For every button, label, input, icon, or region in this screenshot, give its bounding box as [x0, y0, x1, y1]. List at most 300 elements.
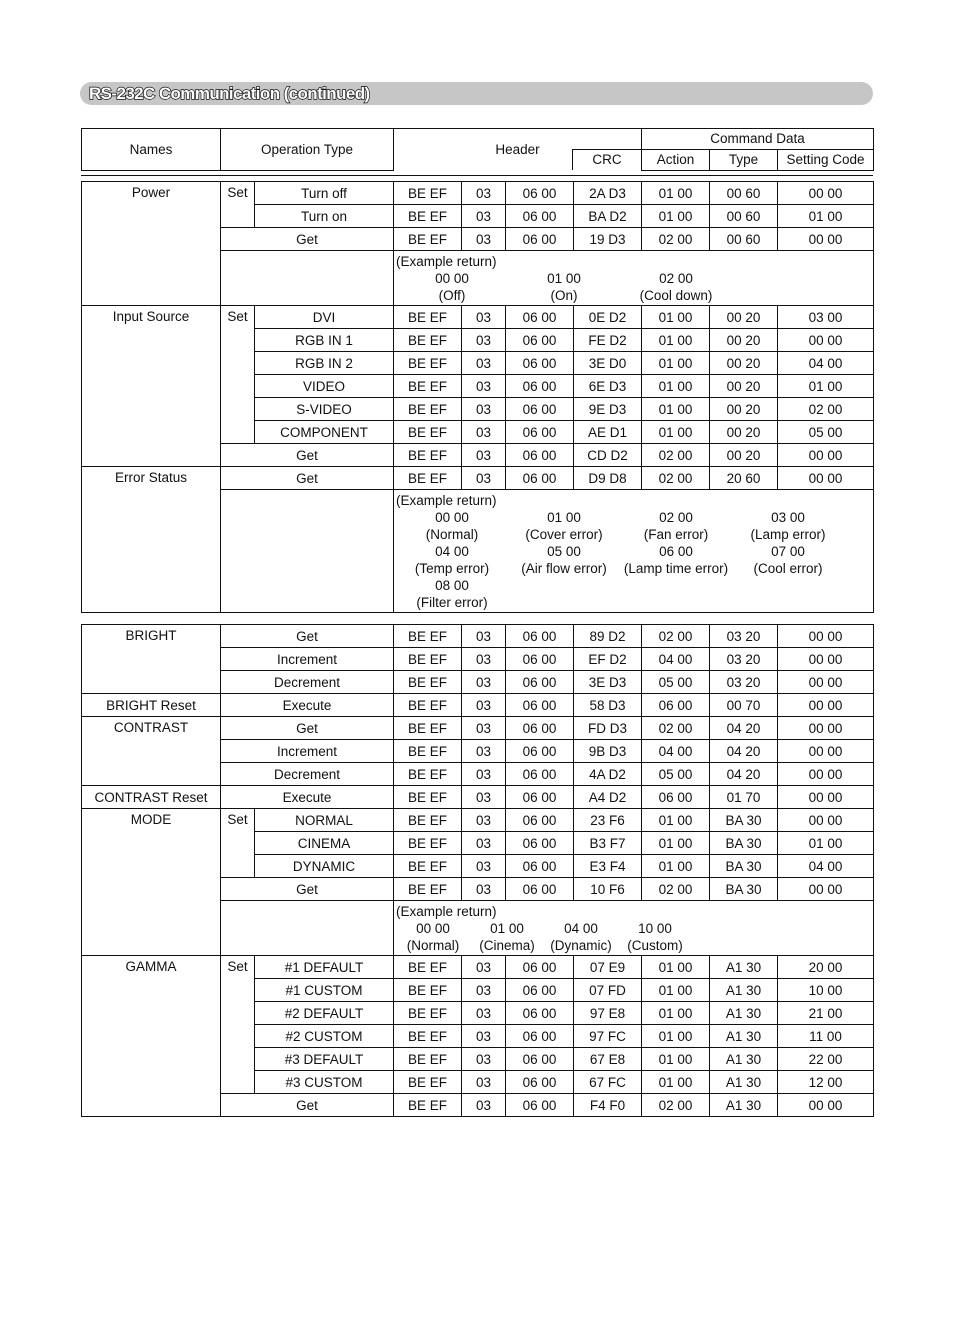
example-value	[508, 509, 620, 543]
header-byte-1: BE EF	[394, 182, 462, 205]
header-byte-1: BE EF	[394, 786, 462, 809]
setting-code-cell: 00 00	[778, 671, 874, 694]
setting-code-cell: 00 00	[778, 648, 874, 671]
type-cell: 00 20	[710, 375, 778, 398]
crc-cell: 19 D3	[574, 228, 642, 251]
header-byte-2: 03	[462, 467, 506, 490]
action-cell: 01 00	[642, 832, 710, 855]
operation-cell: #3 CUSTOM	[255, 1071, 394, 1094]
col-header-names: Names	[82, 129, 221, 171]
setting-code-cell: 02 00	[778, 398, 874, 421]
operation-cell: #1 DEFAULT	[255, 956, 394, 979]
operation-cell: #2 CUSTOM	[255, 1025, 394, 1048]
setting-code-cell: 01 00	[778, 375, 874, 398]
type-cell: 01 70	[710, 786, 778, 809]
example-value	[732, 543, 844, 577]
setting-code-cell: 00 00	[778, 740, 874, 763]
crc-cell: FE D2	[574, 329, 642, 352]
setting-code-cell: 10 00	[778, 979, 874, 1002]
header-byte-2: 03	[462, 1025, 506, 1048]
header-byte-1: BE EF	[394, 956, 462, 979]
example-value	[618, 920, 692, 954]
setting-code-cell: 00 00	[778, 809, 874, 832]
example-code: 10 00	[638, 921, 672, 936]
example-value	[620, 270, 732, 304]
header-byte-1: BE EF	[394, 1071, 462, 1094]
header-byte-2: 03	[462, 205, 506, 228]
setting-code-cell: 01 00	[778, 832, 874, 855]
row-name-contrast: CONTRAST	[82, 717, 221, 786]
setting-code-cell: 00 00	[778, 763, 874, 786]
crc-cell: CD D2	[574, 444, 642, 467]
header-byte-3: 06 00	[506, 740, 574, 763]
example-code: 00 00	[435, 271, 469, 286]
action-cell: 04 00	[642, 648, 710, 671]
type-cell: BA 30	[710, 809, 778, 832]
action-cell: 06 00	[642, 694, 710, 717]
header-byte-3: 06 00	[506, 832, 574, 855]
setting-code-cell: 22 00	[778, 1048, 874, 1071]
example-code: 04 00	[564, 921, 598, 936]
operation-cell-empty	[221, 251, 394, 306]
crc-cell: 6E D3	[574, 375, 642, 398]
header-byte-3: 06 00	[506, 398, 574, 421]
action-cell: 01 00	[642, 809, 710, 832]
header-byte-2: 03	[462, 625, 506, 648]
header-byte-2: 03	[462, 648, 506, 671]
row-name-power: Power	[82, 182, 221, 306]
example-code: 05 00	[547, 544, 581, 559]
example-return	[394, 251, 874, 306]
example-label: (Normal)	[406, 938, 460, 953]
operation-cell: Execute	[221, 786, 394, 809]
action-cell: 01 00	[642, 421, 710, 444]
col-header-header: Header	[394, 129, 642, 171]
header-byte-1: BE EF	[394, 878, 462, 901]
setting-code-cell: 00 00	[778, 444, 874, 467]
crc-cell: 07 E9	[574, 956, 642, 979]
header-byte-2: 03	[462, 979, 506, 1002]
header-byte-2: 03	[462, 1048, 506, 1071]
type-cell: 00 20	[710, 306, 778, 329]
crc-cell: B3 F7	[574, 832, 642, 855]
type-cell: 20 60	[710, 467, 778, 490]
type-cell: 00 20	[710, 421, 778, 444]
operation-cell: DYNAMIC	[255, 855, 394, 878]
operation-cell-empty	[221, 490, 394, 613]
operation-cell: Execute	[221, 694, 394, 717]
example-code: 08 00	[435, 578, 469, 593]
table-row	[82, 467, 874, 490]
header-byte-2: 03	[462, 375, 506, 398]
setting-code-cell: 00 00	[778, 878, 874, 901]
crc-cell: 0E D2	[574, 306, 642, 329]
type-cell: 03 20	[710, 648, 778, 671]
header-byte-1: BE EF	[394, 979, 462, 1002]
example-label: (Air flow error)	[521, 561, 607, 576]
header-byte-2: 03	[462, 352, 506, 375]
table-row	[82, 956, 874, 979]
operation-cell: Get	[221, 467, 394, 490]
double-rule	[81, 175, 873, 176]
header-byte-2: 03	[462, 832, 506, 855]
type-cell: 00 60	[710, 205, 778, 228]
action-cell: 02 00	[642, 717, 710, 740]
header-byte-2: 03	[462, 444, 506, 467]
header-byte-3: 06 00	[506, 1048, 574, 1071]
example-value	[508, 270, 620, 304]
operation-cell: VIDEO	[255, 375, 394, 398]
type-cell: A1 30	[710, 1071, 778, 1094]
header-byte-3: 06 00	[506, 329, 574, 352]
operation-cell-empty	[221, 901, 394, 956]
action-cell: 01 00	[642, 205, 710, 228]
operation-cell: RGB IN 2	[255, 352, 394, 375]
type-cell: BA 30	[710, 855, 778, 878]
example-code: 01 00	[547, 510, 581, 525]
setting-code-cell: 05 00	[778, 421, 874, 444]
action-cell: 01 00	[642, 182, 710, 205]
header-byte-1: BE EF	[394, 1002, 462, 1025]
action-cell: 02 00	[642, 1094, 710, 1117]
header-byte-2: 03	[462, 1094, 506, 1117]
header-byte-2: 03	[462, 878, 506, 901]
example-label: (Dynamic)	[550, 938, 612, 953]
example-label: (Temp error)	[414, 561, 490, 576]
type-cell: 03 20	[710, 671, 778, 694]
example-return	[394, 490, 874, 613]
action-cell: 01 00	[642, 1071, 710, 1094]
example-label: (Off)	[438, 288, 466, 303]
type-cell: 00 20	[710, 352, 778, 375]
action-cell: 05 00	[642, 671, 710, 694]
type-cell: 00 70	[710, 694, 778, 717]
section-title-bar	[80, 82, 873, 105]
operation-cell: #1 CUSTOM	[255, 979, 394, 1002]
header-byte-3: 06 00	[506, 717, 574, 740]
type-cell: A1 30	[710, 1025, 778, 1048]
example-return-label: (Example return)	[396, 904, 497, 919]
setting-code-cell: 00 00	[778, 1094, 874, 1117]
setting-code-cell: 03 00	[778, 306, 874, 329]
header-byte-3: 06 00	[506, 979, 574, 1002]
action-cell: 04 00	[642, 740, 710, 763]
header-byte-2: 03	[462, 1071, 506, 1094]
header-byte-3: 06 00	[506, 956, 574, 979]
type-cell: 00 20	[710, 444, 778, 467]
crc-cell: F4 F0	[574, 1094, 642, 1117]
header-byte-2: 03	[462, 956, 506, 979]
row-name-error-status: Error Status	[82, 467, 221, 613]
type-cell: A1 30	[710, 1094, 778, 1117]
crc-cell: 2A D3	[574, 182, 642, 205]
setting-code-cell: 20 00	[778, 956, 874, 979]
col-header-type: Type	[710, 150, 778, 171]
example-label: (On)	[550, 288, 578, 303]
setting-code-cell: 01 00	[778, 205, 874, 228]
crc-cell: 97 FC	[574, 1025, 642, 1048]
table-row	[82, 786, 874, 809]
action-cell: 01 00	[642, 375, 710, 398]
row-name-gamma: GAMMA	[82, 956, 221, 1117]
action-cell: 02 00	[642, 228, 710, 251]
setting-code-cell: 00 00	[778, 182, 874, 205]
example-label: (Filter error)	[416, 595, 488, 610]
example-code: 02 00	[659, 271, 693, 286]
table-row	[82, 717, 874, 740]
type-cell: 00 20	[710, 329, 778, 352]
header-byte-2: 03	[462, 717, 506, 740]
header-byte-3: 06 00	[506, 205, 574, 228]
operation-cell: NORMAL	[255, 809, 394, 832]
header-byte-1: BE EF	[394, 1094, 462, 1117]
header-byte-3: 06 00	[506, 855, 574, 878]
operation-cell: Turn on	[255, 205, 394, 228]
type-cell: 04 20	[710, 740, 778, 763]
operation-cell: Turn off	[255, 182, 394, 205]
example-code: 07 00	[771, 544, 805, 559]
table-row	[82, 182, 874, 205]
operation-cell: Get	[221, 1094, 394, 1117]
type-cell: A1 30	[710, 956, 778, 979]
example-code: 02 00	[659, 510, 693, 525]
header-byte-3: 06 00	[506, 467, 574, 490]
header-byte-1: BE EF	[394, 625, 462, 648]
row-name-bright: BRIGHT	[82, 625, 221, 694]
crc-cell: 23 F6	[574, 809, 642, 832]
header-byte-1: BE EF	[394, 763, 462, 786]
header-byte-3: 06 00	[506, 763, 574, 786]
header-byte-3: 06 00	[506, 878, 574, 901]
header-byte-2: 03	[462, 855, 506, 878]
header-byte-2: 03	[462, 763, 506, 786]
header-byte-1: BE EF	[394, 444, 462, 467]
setting-code-cell: 00 00	[778, 694, 874, 717]
header-byte-1: BE EF	[394, 740, 462, 763]
action-cell: 01 00	[642, 979, 710, 1002]
set-label: Set	[221, 956, 255, 1094]
header-byte-3: 06 00	[506, 809, 574, 832]
header-byte-3: 06 00	[506, 786, 574, 809]
type-cell: 04 20	[710, 717, 778, 740]
header-byte-3: 06 00	[506, 671, 574, 694]
header-byte-3: 06 00	[506, 1025, 574, 1048]
header-byte-1: BE EF	[394, 1048, 462, 1071]
header-byte-3: 06 00	[506, 375, 574, 398]
header-byte-1: BE EF	[394, 809, 462, 832]
example-code: 01 00	[490, 921, 524, 936]
setting-code-cell: 00 00	[778, 786, 874, 809]
crc-cell: AE D1	[574, 421, 642, 444]
operation-cell: #2 DEFAULT	[255, 1002, 394, 1025]
table-row	[82, 625, 874, 648]
example-label: (Custom)	[627, 938, 683, 953]
crc-cell: D9 D8	[574, 467, 642, 490]
operation-cell: Decrement	[221, 763, 394, 786]
crc-cell: E3 F4	[574, 855, 642, 878]
header-byte-2: 03	[462, 228, 506, 251]
operation-cell: DVI	[255, 306, 394, 329]
example-code: 03 00	[771, 510, 805, 525]
header-table	[81, 128, 874, 171]
header-byte-2: 03	[462, 786, 506, 809]
operation-cell: Increment	[221, 648, 394, 671]
crc-cell: 97 E8	[574, 1002, 642, 1025]
crc-cell: EF D2	[574, 648, 642, 671]
header-byte-3: 06 00	[506, 352, 574, 375]
example-label: (Cover error)	[525, 527, 603, 542]
operation-cell: COMPONENT	[255, 421, 394, 444]
operation-cell: Get	[221, 878, 394, 901]
operation-cell: Get	[221, 444, 394, 467]
setting-code-cell: 12 00	[778, 1071, 874, 1094]
col-header-operation-type: Operation Type	[221, 129, 394, 171]
header-byte-3: 06 00	[506, 1094, 574, 1117]
example-label: (Cool down)	[639, 288, 713, 303]
example-value	[732, 509, 844, 543]
command-table-1	[81, 181, 874, 613]
crc-cell: 3E D3	[574, 671, 642, 694]
example-return-label: (Example return)	[396, 493, 497, 508]
header-byte-2: 03	[462, 1002, 506, 1025]
header-byte-2: 03	[462, 398, 506, 421]
header-byte-1: BE EF	[394, 421, 462, 444]
command-table-2	[81, 624, 874, 1117]
type-cell: BA 30	[710, 832, 778, 855]
crc-cell: 3E D0	[574, 352, 642, 375]
operation-cell: Get	[221, 625, 394, 648]
example-code: 01 00	[547, 271, 581, 286]
header-byte-3: 06 00	[506, 648, 574, 671]
header-byte-1: BE EF	[394, 467, 462, 490]
header-byte-1: BE EF	[394, 329, 462, 352]
example-label: (Cool error)	[753, 561, 823, 576]
setting-code-cell: 21 00	[778, 1002, 874, 1025]
type-cell: 00 60	[710, 228, 778, 251]
example-value	[544, 920, 618, 954]
col-header-command-data: Command Data	[642, 129, 874, 150]
header-byte-2: 03	[462, 306, 506, 329]
action-cell: 02 00	[642, 625, 710, 648]
header-byte-3: 06 00	[506, 694, 574, 717]
example-label: (Fan error)	[643, 527, 709, 542]
crc-cell: 07 FD	[574, 979, 642, 1002]
section-title: RS-232C Communication (continued)	[89, 84, 370, 103]
setting-code-cell: 00 00	[778, 717, 874, 740]
example-return-label: (Example return)	[396, 254, 497, 269]
action-cell: 02 00	[642, 467, 710, 490]
table-row	[82, 694, 874, 717]
action-cell: 01 00	[642, 1025, 710, 1048]
header-byte-1: BE EF	[394, 228, 462, 251]
header-byte-1: BE EF	[394, 694, 462, 717]
header-byte-3: 06 00	[506, 444, 574, 467]
header-byte-3: 06 00	[506, 1002, 574, 1025]
type-cell: BA 30	[710, 878, 778, 901]
action-cell: 02 00	[642, 444, 710, 467]
header-byte-2: 03	[462, 809, 506, 832]
setting-code-cell: 11 00	[778, 1025, 874, 1048]
operation-cell: Decrement	[221, 671, 394, 694]
example-label: (Cinema)	[479, 938, 535, 953]
header-byte-2: 03	[462, 740, 506, 763]
crc-cell: FD D3	[574, 717, 642, 740]
type-cell: 03 20	[710, 625, 778, 648]
operation-cell: #3 DEFAULT	[255, 1048, 394, 1071]
operation-cell: S-VIDEO	[255, 398, 394, 421]
action-cell: 01 00	[642, 306, 710, 329]
setting-code-cell: 00 00	[778, 329, 874, 352]
operation-cell: CINEMA	[255, 832, 394, 855]
header-byte-1: BE EF	[394, 398, 462, 421]
row-name-mode: MODE	[82, 809, 221, 956]
header-byte-1: BE EF	[394, 855, 462, 878]
header-byte-3: 06 00	[506, 182, 574, 205]
example-value	[396, 270, 508, 304]
type-cell: 00 60	[710, 182, 778, 205]
set-label: Set	[221, 306, 255, 444]
example-code: 00 00	[435, 510, 469, 525]
example-code: 04 00	[435, 544, 469, 559]
crc-cell: 10 F6	[574, 878, 642, 901]
example-code: 00 00	[416, 921, 450, 936]
header-byte-2: 03	[462, 329, 506, 352]
table-row	[82, 306, 874, 329]
crc-cell: 89 D2	[574, 625, 642, 648]
crc-cell: 67 E8	[574, 1048, 642, 1071]
header-byte-1: BE EF	[394, 671, 462, 694]
example-value	[396, 920, 470, 954]
type-cell: A1 30	[710, 1002, 778, 1025]
header-byte-3: 06 00	[506, 306, 574, 329]
example-label: (Lamp error)	[750, 527, 826, 542]
example-return	[394, 901, 874, 956]
header-byte-1: BE EF	[394, 352, 462, 375]
crc-cell: 9B D3	[574, 740, 642, 763]
col-header-action: Action	[642, 150, 710, 171]
crc-cell: BA D2	[574, 205, 642, 228]
header-byte-1: BE EF	[394, 717, 462, 740]
type-cell: 04 20	[710, 763, 778, 786]
header-byte-1: BE EF	[394, 306, 462, 329]
action-cell: 01 00	[642, 1048, 710, 1071]
col-header-crc: CRC	[572, 149, 641, 170]
crc-cell: 67 FC	[574, 1071, 642, 1094]
action-cell: 02 00	[642, 878, 710, 901]
setting-code-cell: 04 00	[778, 855, 874, 878]
type-cell: A1 30	[710, 1048, 778, 1071]
header-byte-2: 03	[462, 694, 506, 717]
header-byte-3: 06 00	[506, 1071, 574, 1094]
action-cell: 01 00	[642, 956, 710, 979]
header-byte-1: BE EF	[394, 648, 462, 671]
action-cell: 01 00	[642, 329, 710, 352]
operation-cell: Get	[221, 228, 394, 251]
example-value	[620, 543, 732, 577]
header-byte-2: 03	[462, 671, 506, 694]
example-value	[396, 543, 508, 577]
row-name-input-source: Input Source	[82, 306, 221, 467]
example-value	[396, 577, 508, 611]
header-byte-3: 06 00	[506, 625, 574, 648]
header-byte-1: BE EF	[394, 832, 462, 855]
setting-code-cell: 00 00	[778, 467, 874, 490]
action-cell: 01 00	[642, 398, 710, 421]
action-cell: 01 00	[642, 1002, 710, 1025]
col-header-setting-code: Setting Code	[778, 150, 874, 171]
example-code: 06 00	[659, 544, 693, 559]
example-value	[620, 509, 732, 543]
